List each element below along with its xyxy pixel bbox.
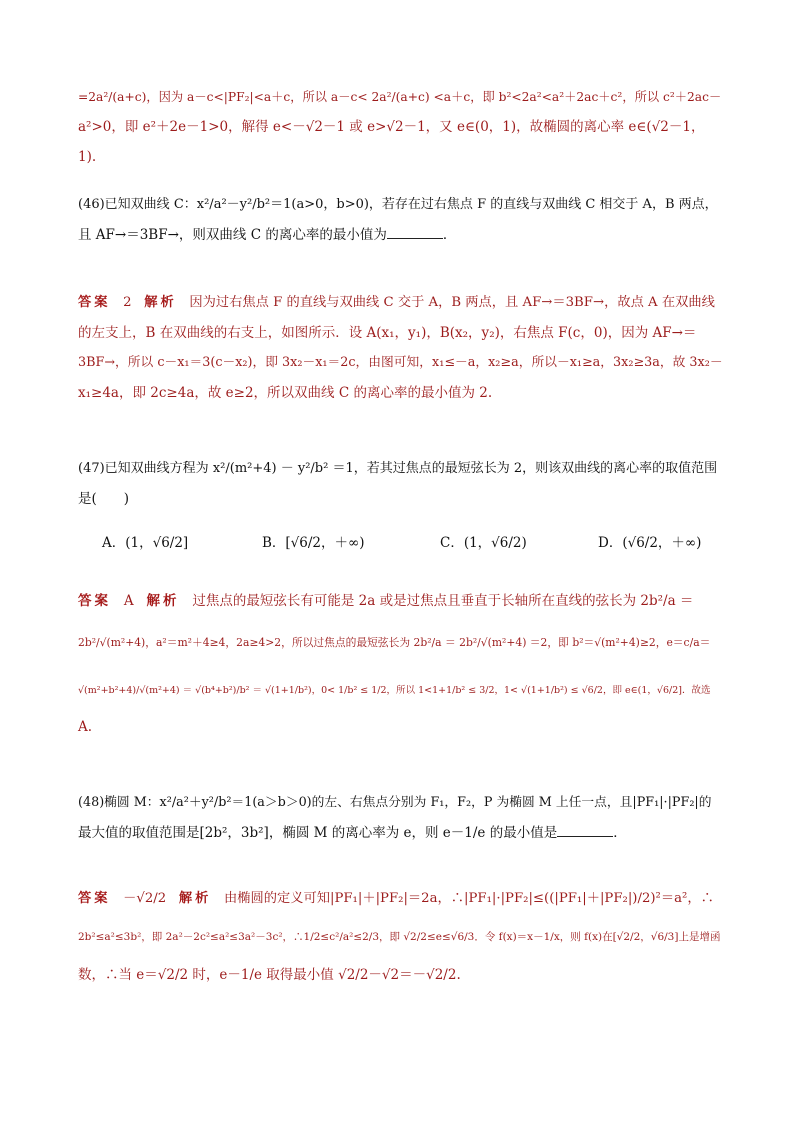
options-row [78,528,723,558]
solution-line: A. [78,719,93,735]
answer-value: －√2/2 [123,891,167,906]
analysis-label: 解析 [146,593,180,609]
analysis-label: 解析 [178,891,212,906]
question-line: 且 AF→＝3BF→，则双曲线 C 的离心率的最小值为 ． [78,220,723,250]
answer-label: 答案 [78,593,111,609]
solution-text: 过焦点的最短弦长有可能是 2a 或是过焦点且垂直于长轴所在直线的弦长为 2b²/a ＝ [192,593,694,609]
solution-46 [78,288,723,408]
answer-line [78,884,723,914]
question-line: 是( ) [78,491,130,507]
question-line: (47)已知双曲线方程为 x²/(m²+4) － y²/b² ＝1，若其过焦点的最短弦长为 2，则该双曲线的离心率的取值范围 [78,461,718,476]
option-c: C．(1，√6/2) [440,535,527,551]
answer-value: 2 [123,295,132,310]
text-line: 1). [78,149,97,165]
solution-line: 2b²≤a²≤3b²，即 2a²－2c²≤a²≤3a²－3c²，∴1/2≤c²/a²≤2/3，即 √2/2≤e≤√6/3．令 f(x)＝x－1/x，则 f(x)在[√2/2，√6/3]上是增函 [78,931,721,943]
solution-text: 由椭圆的定义可知|PF₁|＋|PF₂|＝2a，∴|PF₁|·|PF₂|≤((|PF₁|＋|PF₂|)/2)²＝a²，∴ [223,891,714,906]
solution-line: 3BF→，所以 c－x₁＝3(c－x₂)，即 3x₂－x₁＝2c，由图可知，x₁≤－a，x₂≥a，所以－x₁≥a，3x₂≥3a，故 3x₂－ [78,355,723,370]
question-text: 且 AF→＝3BF→，则双曲线 C 的离心率的最小值为 [78,227,387,243]
answer-line [78,586,723,616]
answer-label: 答案 [78,891,111,906]
answer-blank [387,224,443,239]
solution-line: 的左支上，B 在双曲线的右支上，如图所示．设 A(x₁，y₁)，B(x₂，y₂)，右焦点 F(c，0)，因为 AF→＝ [78,325,697,341]
option-d: D．(√6/2，＋∞) [598,535,702,551]
answer-line [78,288,723,318]
question-line: (46)已知双曲线 C：x²/a²－y²/b²＝1(a>0，b>0)，若存在过右焦点 F 的直线与双曲线 C 相交于 A，B 两点， [78,197,718,212]
answer-label: 答案 [78,295,111,310]
question-line: 最大值的取值范围是[2b²，3b²]，椭圆 M 的离心率为 e，则 e－1/e 的最小值是 ． [78,818,723,848]
text-line: =2a²/(a+c)，因为 a－c<|PF₂|<a＋c，所以 a－c< 2a²/(a+c) <a＋c，即 b²<2a²<a²＋2ac＋c²，所以 c²＋2ac－ [78,90,722,104]
solution-47 [78,586,723,742]
analysis-label: 解析 [144,295,177,310]
solution-line: 数，∴当 e＝√2/2 时，e－1/e 取得最小值 √2/2－√2＝－√2/2. [78,967,461,983]
solution-text: 因为过右焦点 F 的直线与双曲线 C 交于 A，B 两点，且 AF→＝3BF→，故点 A 在双曲线 [189,295,715,310]
solution-line: 2b²/√(m²+4)，a²＝m²＋4≥4，2a≥4>2，所以过焦点的最短弦长为 2b²/a ＝ 2b²/√(m²+4) ＝2，即 b²＝√(m²+4)≥2，e＝c/a＝ [78,636,711,649]
problem-47 [78,454,723,558]
answer-blank [557,822,613,837]
problem-48 [78,788,723,848]
solution-line: √(m²+b²+4)/√(m²+4) ＝ √(b⁴+b²)/b² ＝ √(1+1/b²)，0< 1/b² ≤ 1/2，所以 1<1+1/b² ≤ 3/2，1< √(1+1/b²) ≤ √6/2，即 e∈(1，√6/2]．故选 [78,685,711,696]
text-line: a²>0，即 e²＋2e－1>0，解得 e<－√2－1 或 e>√2－1，又 e∈(0，1)，故椭圆的离心率 e∈(√2－1， [78,119,705,135]
previous-solution-continuation [78,82,723,172]
question-line: (48)椭圆 M：x²/a²＋y²/b²＝1(a＞b＞0)的左、右焦点分别为 F₁，F₂，P 为椭圆 M 上任一点，且|PF₁|·|PF₂|的 [78,795,712,810]
solution-48 [78,884,723,990]
problem-46 [78,190,723,250]
option-a: A．(1，√6/2] [102,535,189,551]
solution-line: x₁≥4a，即 2c≥4a，故 e≥2，所以双曲线 C 的离心率的最小值为 2. [78,385,493,401]
answer-value: A [123,593,134,609]
question-text: 最大值的取值范围是[2b²，3b²]，椭圆 M 的离心率为 e，则 e－1/e 的最小值是 [78,825,558,841]
option-b: B．[√6/2，＋∞) [262,535,365,551]
